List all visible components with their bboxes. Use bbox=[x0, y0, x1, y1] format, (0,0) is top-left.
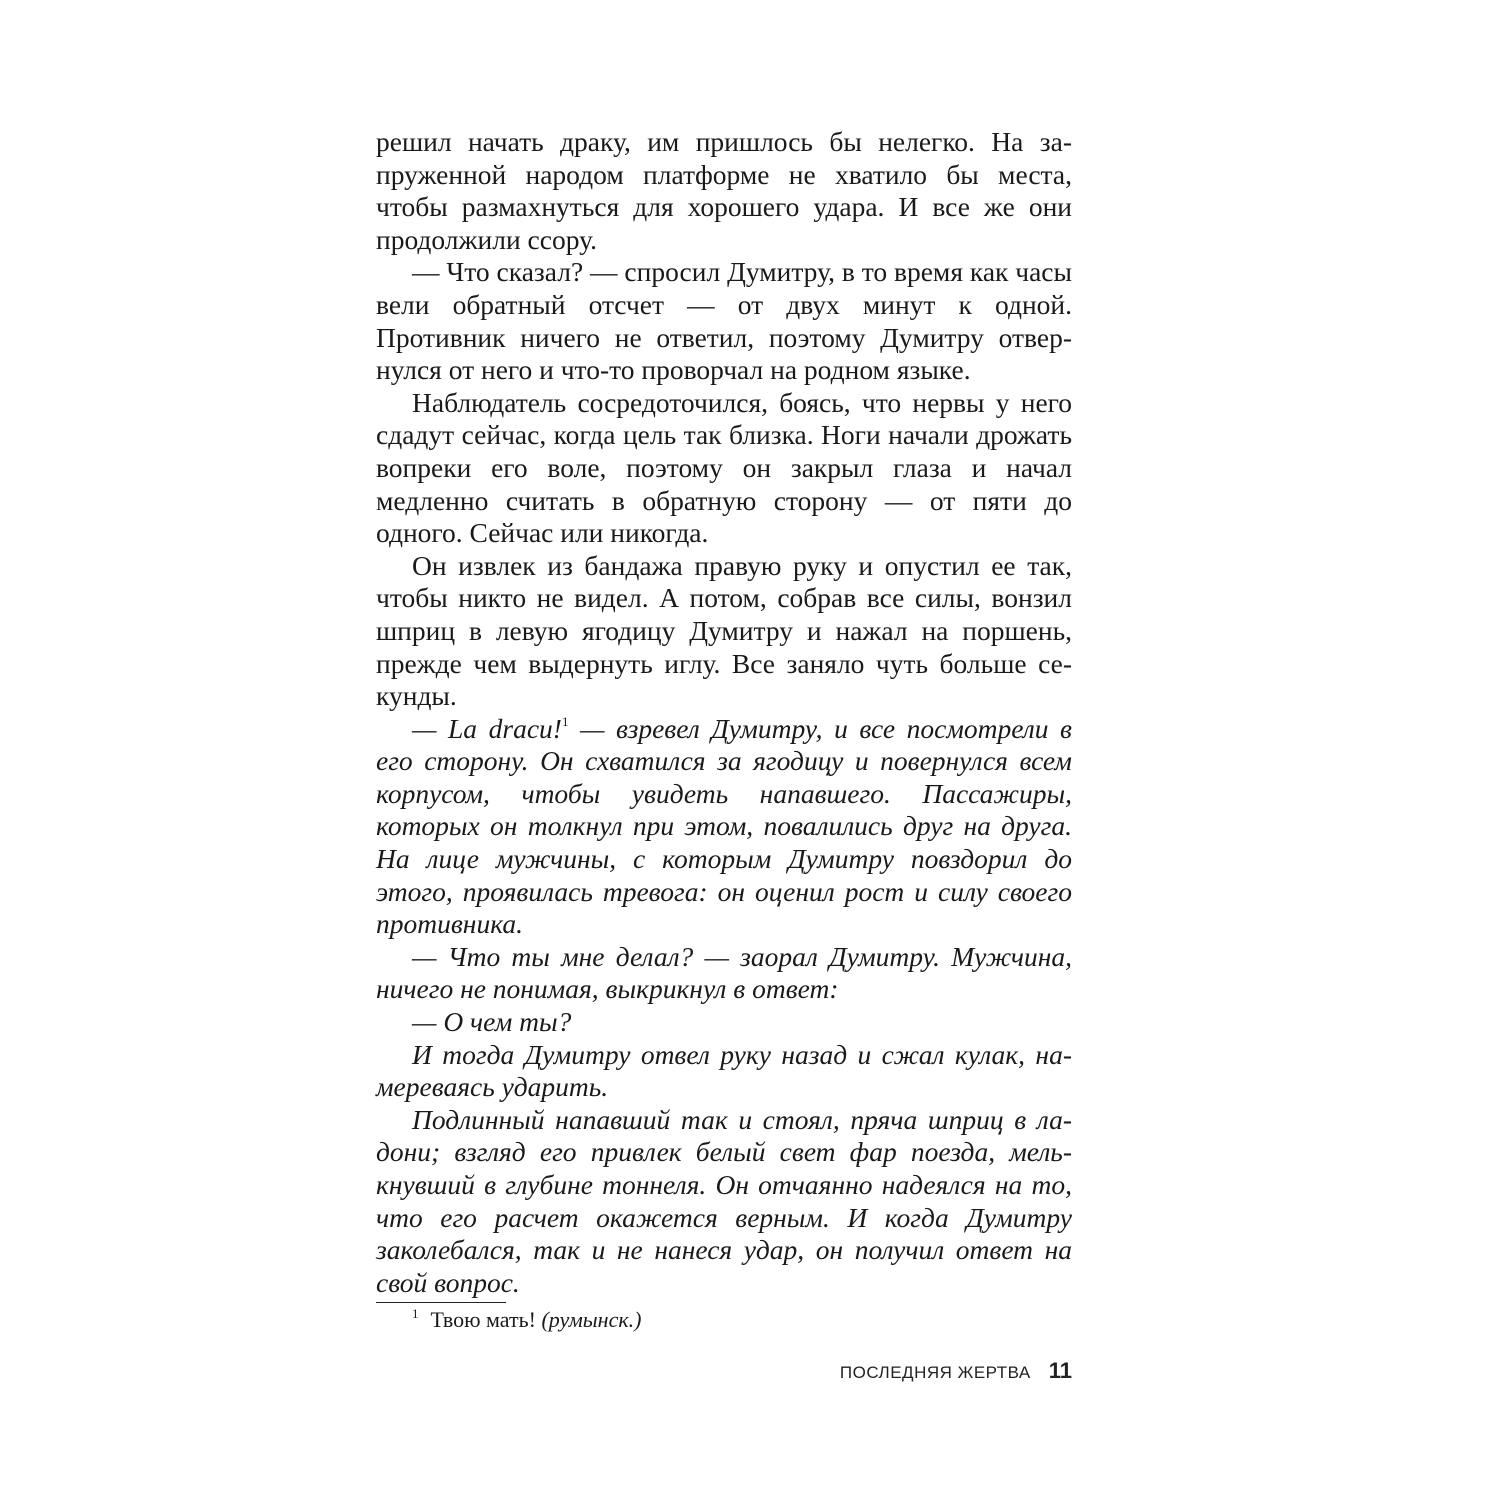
running-footer bbox=[840, 1358, 1072, 1384]
paragraph-lead: — La dracu! bbox=[412, 712, 562, 744]
footnote-divider bbox=[376, 1302, 506, 1303]
paragraph: — О чем ты? bbox=[412, 1006, 572, 1038]
paragraph: Он извлек из бандажа правую руку и опустил ее так, чтобы никто не видел. А потом, собрав все силы, вонзил шприц в левую ягодицу Думитру и нажал на поршень, прежде чем выдернуть иглу. Все заняло чуть больше секунды. bbox=[376, 549, 1072, 712]
footnote bbox=[412, 1306, 641, 1333]
paragraph-with-footnote bbox=[376, 713, 1072, 941]
footnote-number: 1 bbox=[412, 1306, 419, 1321]
paragraph: — Что сказал? — спросил Думитру, в то время как часы вели обратный отсчет — от двух минут к одной. Противник ничего не ответил, поэтому Думитру отвернулся от него и что-то проворчал на родном языке. bbox=[376, 256, 1072, 386]
footnote-text: Твою мать! bbox=[430, 1307, 542, 1332]
page-number: 11 bbox=[1048, 1358, 1072, 1383]
paragraph-rest: — взревел Думитру, и все посмотрели в его сторону. Он схватился за ягодицу и повернулся всем корпусом, чтобы увидеть напавшего. Пассажиры, которых он толкнул при этом, повалились друг на друга. На лице мужчины, с которым Думитру повздорил до этого, проявилась тревога: он оценил рост и силу своего противника. bbox=[376, 712, 1072, 940]
page-body bbox=[376, 126, 1072, 1299]
paragraph: Подлинный напавший так и стоял, пряча шприц в ладони; взгляд его привлек белый свет фар поезда, мелькнувший в глубине тоннеля. Он отчаянно надеялся на то, что его расчет окажется верным. И когда Думитру заколебался, так и не нанеся удар, он получил ответ на свой вопрос. bbox=[376, 1103, 1072, 1298]
paragraph: Наблюдатель сосредоточился, боясь, что нервы у него сдадут сейчас, когда цель так близка. Ноги начали дрожать вопреки его воле, поэтому он закрыл глаза и начал медленно считать в обратную сторону — от пяти до одного. Сейчас или никогда. bbox=[376, 386, 1072, 549]
paragraph: — Что ты мне делал? — заорал Думитру. Мужчина, ничего не понимая, выкрикнул в ответ: bbox=[376, 940, 1072, 1005]
book-title: ПОСЛЕДНЯЯ ЖЕРТВА bbox=[839, 1363, 1031, 1382]
paragraph: решил начать драку, им пришлось бы нелегко. На запруженной народом платформе не хватило бы места, чтобы размахнуться для хорошего удара. И все же они продолжили ссору. bbox=[376, 126, 1072, 255]
footnote-language-note: (румынск.) bbox=[541, 1307, 642, 1332]
footnote-reference[interactable]: 1 bbox=[561, 713, 569, 729]
paragraph: И тогда Думитру отвел руку назад и сжал кулак, намереваясь ударить. bbox=[376, 1038, 1072, 1103]
